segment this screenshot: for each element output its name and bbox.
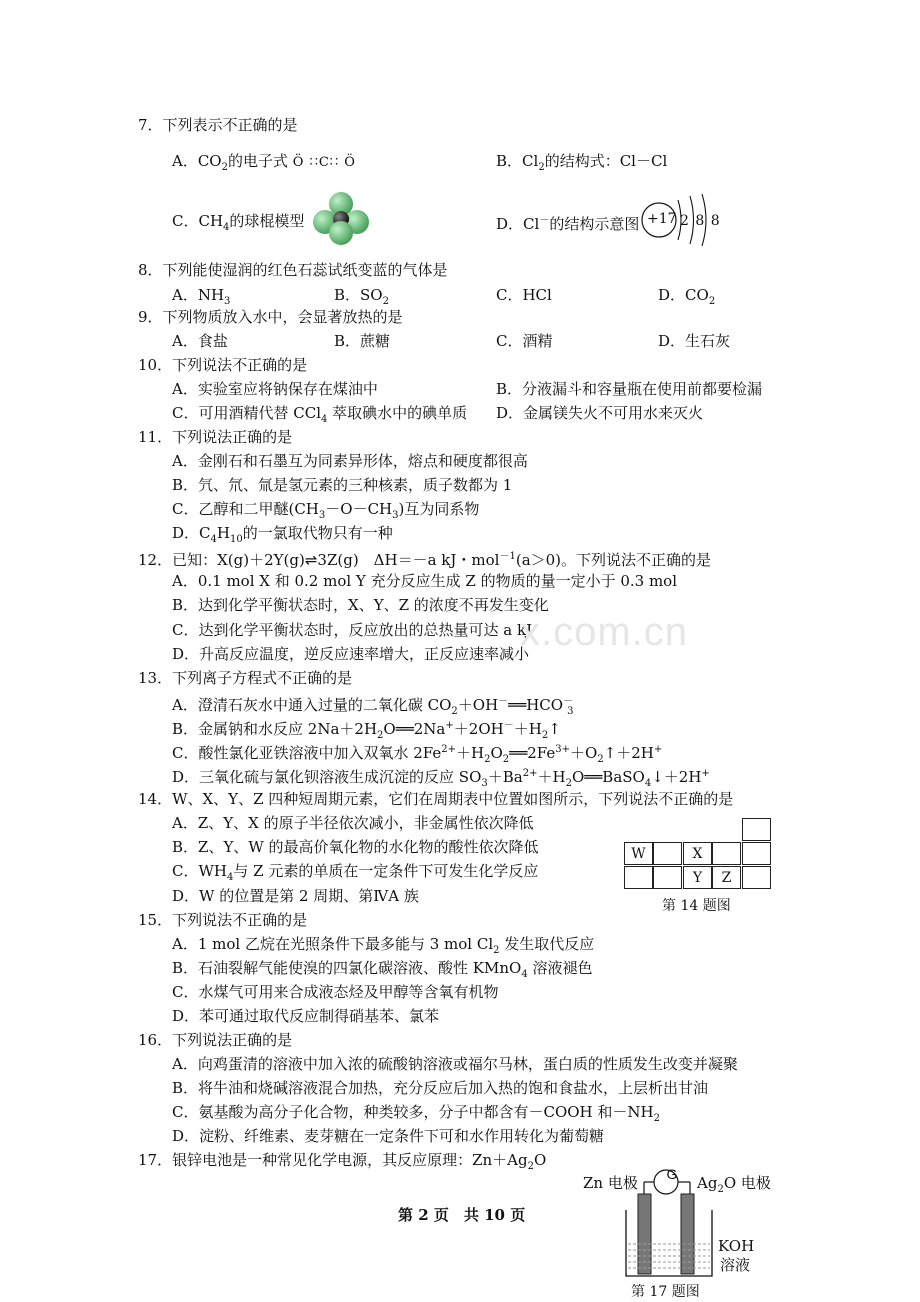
q11-option-b: B．氕、氘、氚是氢元素的三种核素，质子数都为 1 bbox=[172, 476, 513, 494]
q12-option-d: D．升高反应温度，逆反应速率增大，正反应速率减小 bbox=[172, 645, 530, 663]
q16-option-c: C．氨基酸为高分子化合物，种类较多，分子中都含有－COOH 和$-NH_2$ bbox=[172, 1103, 660, 1124]
q7-option-c: C．$CH_4$的球棍模型 bbox=[172, 212, 305, 233]
q11-option-d: D．$C_4H_{10}$的一氯取代物只有一种 bbox=[172, 524, 393, 545]
q14-option-d: D．W 的位置是第 2 周期、第ⅣA 族 bbox=[172, 887, 419, 905]
q8-option-c: C．HCl bbox=[496, 286, 552, 304]
q15-option-a: A．1 mol 乙烷在光照条件下最多能与 3 mol $Cl_2$ 发生取代反应 bbox=[172, 935, 595, 956]
q8-option-b: B．$SO_2$ bbox=[334, 286, 389, 307]
q12-option-a: A．0.1 mol X 和 0.2 mol Y 充分反应生成 Z 的物质的量一定小于 0.3 mol bbox=[172, 572, 678, 590]
cl-shell-electrons: 2 8 8 bbox=[680, 213, 720, 229]
ch4-ball-stick-model bbox=[311, 191, 371, 247]
q11-stem: 11．下列说法正确的是 bbox=[138, 428, 293, 446]
cell-y: Y bbox=[683, 866, 712, 889]
q13-option-d: D．三氧化硫与氯化钡溶液生成沉淀的反应 $SO_3+Ba^{2+}+H_2O══BaSO_4↓+2H^+$ bbox=[172, 768, 710, 789]
q8-option-a: A．$NH_3$ bbox=[172, 286, 231, 307]
q14-option-b: B．Z、Y、W 的最高价氧化物的水化物的酸性依次降低 bbox=[172, 838, 539, 856]
koh-label: KOH bbox=[718, 1237, 755, 1255]
q14-option-a: A．Z、Y、X 的原子半径依次减小，非金属性依次降低 bbox=[172, 814, 534, 832]
q10-stem: 10．下列说法不正确的是 bbox=[138, 356, 308, 374]
q16-option-b: B．将牛油和烧碱溶液混合加热，充分反应后加入热的饱和食盐水，上层析出甘油 bbox=[172, 1079, 709, 1097]
cell-x: X bbox=[683, 842, 712, 865]
q13-option-a: A．澄清石灰水中通入过量的二氧化碳 $CO_2+OH^-══HCO^-_3$ bbox=[172, 696, 574, 717]
q7-option-d: D．Cl－的结构示意图 bbox=[496, 215, 640, 233]
watermark: x.com.cn bbox=[520, 610, 689, 654]
q10-option-a: A．实验室应将钠保存在煤油中 bbox=[172, 380, 378, 398]
q12-stem: 12．已知：X(g)＋2Y(g)⇌3Z(g) ΔH＝－a kJ・mol$^{-1}$(a＞0)。下列说法不正确的是 bbox=[138, 551, 712, 569]
q11-option-c: C．乙醇和二甲醚$(CH_3-O-CH_3)$互为同系物 bbox=[172, 500, 480, 521]
q8-stem: 8．下列能使湿润的红色石蕊试纸变蓝的气体是 bbox=[138, 261, 448, 279]
cell-w: W bbox=[624, 842, 653, 865]
q15-option-b: B．石油裂解气能使溴的四氯化碳溶液、酸性 KMnO$_4$ 溶液褪色 bbox=[172, 959, 593, 980]
q9-stem: 9．下列物质放入水中，会显著放热的是 bbox=[138, 308, 403, 326]
solution-label: 溶液 bbox=[720, 1256, 751, 1274]
cell-z: Z bbox=[712, 866, 741, 889]
q13-option-c: C．酸性氯化亚铁溶液中加入双氧水 $2Fe^{2+}+H_2O_2══2Fe^{3+}+O_2↑+2H^+$ bbox=[172, 744, 663, 765]
q9-option-c: C．酒精 bbox=[496, 332, 553, 350]
q16-option-d: D．淀粉、纤维素、麦芽糖在一定条件下可和水作用转化为葡萄糖 bbox=[172, 1127, 605, 1145]
q10-option-b: B．分液漏斗和容量瓶在使用前都要检漏 bbox=[496, 380, 763, 398]
co2-electron-formula: Ö ∷C∷ Ö bbox=[292, 155, 356, 170]
q10-option-c: C．可用酒精代替 CCl$_4$ 萃取碘水中的碘单质 bbox=[172, 404, 468, 425]
page-footer: 第 2 页 共 10 页 bbox=[398, 1206, 526, 1224]
q7-option-a: A．$CO_2$的电子式 Ö ∷C∷ Ö bbox=[172, 152, 356, 173]
q17-stem: 17．银锌电池是一种常见化学电源，其反应原理：$Zn+Ag_2O$ bbox=[138, 1151, 547, 1172]
q7-option-b: B．$Cl_2$的结构式：Cl－Cl bbox=[496, 152, 668, 173]
q12-option-c: C．达到化学平衡状态时，反应放出的总热量可达 a kJ bbox=[172, 621, 533, 639]
q15-stem: 15．下列说法不正确的是 bbox=[138, 911, 308, 929]
q14-option-c: C．$WH_4$与 Z 元素的单质在一定条件下可发生化学反应 bbox=[172, 862, 539, 883]
q14-stem: 14．W、X、Y、Z 四种短周期元素，它们在周期表中位置如图所示，下列说法不正确的是 bbox=[138, 790, 734, 808]
cl-nucleus-label: +17 bbox=[647, 211, 677, 227]
figure-17-caption: 第 17 题图 bbox=[631, 1284, 700, 1300]
q7-stem: 7．下列表示不正确的是 bbox=[138, 116, 298, 134]
q8-option-d: D．$CO_2$ bbox=[658, 286, 716, 307]
galvanometer-label: G bbox=[666, 1166, 678, 1182]
q9-option-b: B．蔗糖 bbox=[334, 332, 391, 350]
q9-option-d: D．生石灰 bbox=[658, 332, 731, 350]
q9-option-a: A．食盐 bbox=[172, 332, 228, 350]
q13-option-b: B．金属钠和水反应 $2Na+2H_2O══2Na^++2OH^-+H_2↑$ bbox=[172, 720, 561, 741]
q10-option-d: D．金属镁失火不可用水来灭火 bbox=[496, 404, 704, 422]
equilibrium-arrow: ⇌ bbox=[304, 551, 318, 569]
q15-option-d: D．苯可通过取代反应制得硝基苯、氯苯 bbox=[172, 1007, 440, 1025]
figure-14-caption: 第 14 题图 bbox=[662, 898, 731, 914]
q13-stem: 13．下列离子方程式不正确的是 bbox=[138, 669, 353, 687]
q11-option-a: A．金刚石和石墨互为同素异形体，熔点和硬度都很高 bbox=[172, 452, 528, 470]
ag2o-electrode-label: $Ag_2O$ 电极 bbox=[697, 1174, 771, 1195]
q16-stem: 16．下列说法正确的是 bbox=[138, 1031, 293, 1049]
zn-electrode-label: Zn 电极 bbox=[583, 1174, 638, 1192]
q16-option-a: A．向鸡蛋清的溶液中加入浓的硫酸钠溶液或福尔马林，蛋白质的性质发生改变并凝聚 bbox=[172, 1055, 738, 1073]
q15-option-c: C．水煤气可用来合成液态烃及甲醇等含氧有机物 bbox=[172, 983, 499, 1001]
q12-option-b: B．达到化学平衡状态时，X、Y、Z 的浓度不再发生变化 bbox=[172, 596, 549, 614]
